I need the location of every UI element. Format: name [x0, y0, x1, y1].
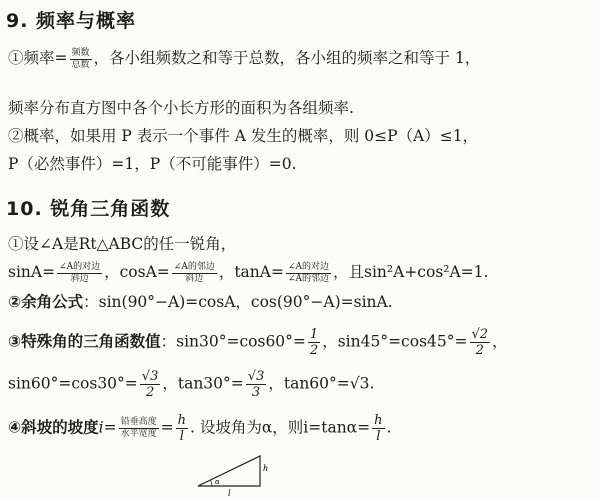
acute-angle-line: ①设∠A是Rt△ABC的任一锐角，	[8, 235, 237, 253]
alpha-label: α	[215, 478, 220, 486]
slope-angle-arc	[211, 481, 212, 487]
special-sin45: ，sin45°=cos45°=	[322, 332, 468, 351]
slope-end: .	[386, 418, 392, 437]
special-values-label: ③特殊角的三角函数值	[8, 332, 161, 351]
fraction-numerator: √3	[141, 369, 159, 384]
root3-over-3-fraction	[246, 370, 267, 399]
histogram-line: 频率分布直方图中各个小长方形的面积为各组频率.	[8, 99, 354, 117]
fraction-numerator: ∠A的对边	[287, 261, 330, 272]
slope-angle-text: . 设坡角为α，则i=tanα=	[189, 418, 371, 437]
slope-ratio-fraction	[119, 418, 159, 439]
section-9-heading: 9. 频率与概率	[6, 10, 137, 32]
slope-line	[8, 414, 391, 443]
pythagorean-identity: ，且sin²A+cos²A=1.	[333, 263, 489, 281]
fraction-denominator: 水平宽度	[120, 429, 157, 439]
h-over-l-fraction-2	[372, 414, 384, 443]
fraction-numerator: ∠A的对边	[59, 261, 101, 272]
frequency-prefix: ①频率=	[8, 49, 68, 67]
special-sin60: sin60°=cos30°=	[8, 374, 138, 393]
probability-extremes-line: P（必然事件）=1，P（不可能事件）=0.	[8, 155, 297, 173]
frequency-rest: ，各小组频数之和等于总数，各小组的频率之和等于 1，	[93, 49, 481, 67]
fraction-denominator: 2	[145, 385, 155, 400]
slope-label: ④斜坡的坡度	[8, 418, 99, 437]
fraction-denominator: 斜边	[185, 273, 204, 284]
fraction-numerator: 1	[309, 327, 319, 342]
slope-i: i=	[98, 418, 117, 437]
slope-equals: =	[160, 418, 174, 437]
fraction-numerator: h	[374, 413, 383, 428]
slope-triangle	[198, 456, 260, 486]
complementary-angle-line	[8, 292, 393, 312]
tan-fraction	[286, 263, 331, 284]
length-label: l	[228, 489, 231, 498]
fraction-numerator: 频数	[71, 47, 90, 58]
special-tan60: ，tan60°=√3.	[268, 374, 375, 393]
complementary-label: ②余角公式	[8, 293, 84, 311]
complementary-formula: ：sin(90°−A)=cosA，cos(90°−A)=sinA.	[83, 293, 393, 311]
fraction-denominator: l	[376, 429, 381, 444]
fraction-denominator: 2	[475, 343, 484, 358]
fraction-numerator: √3	[247, 369, 265, 384]
trig-definitions-line	[8, 262, 488, 284]
tan-lhs: ，tanA=	[218, 263, 284, 281]
probability-line: ②概率，如果用 P 表示一个事件 A 发生的概率，则 0≤P（A）≤1，	[8, 127, 479, 145]
fraction-denominator: l	[179, 429, 184, 444]
h-over-l-fraction	[176, 414, 188, 443]
fraction-denominator: ∠A的邻边	[287, 273, 330, 284]
cos-lhs: ，cosA=	[104, 263, 170, 281]
fraction-numerator: h	[177, 413, 186, 428]
root2-fraction	[470, 328, 491, 357]
section-10-heading: 10. 锐角三角函数	[6, 198, 171, 220]
fraction-denominator: 斜边	[70, 273, 89, 284]
sin-fraction	[57, 263, 102, 284]
frequency-fraction	[70, 49, 92, 70]
special-sin30: ：sin30°=cos60°=	[160, 332, 306, 351]
half-fraction	[308, 328, 320, 357]
frequency-definition-line	[8, 48, 480, 70]
sin-lhs: sinA=	[8, 263, 56, 281]
root3-fraction	[140, 370, 161, 399]
special-values-line-2	[8, 370, 374, 399]
cos-fraction	[172, 263, 217, 284]
fraction-denominator: 2	[309, 343, 319, 358]
fraction-denominator: 3	[251, 385, 261, 400]
fraction-numerator: 铅垂高度	[120, 417, 157, 427]
special-end-comma: ，	[492, 332, 508, 351]
special-values-line	[8, 328, 508, 357]
height-label: h	[263, 464, 269, 473]
special-tan30: ，tan30°=	[162, 374, 244, 393]
fraction-numerator: ∠A的邻边	[173, 261, 215, 272]
fraction-denominator: 总数	[71, 59, 90, 70]
slope-triangle-diagram	[190, 452, 280, 498]
fraction-numerator: √2	[471, 327, 489, 342]
